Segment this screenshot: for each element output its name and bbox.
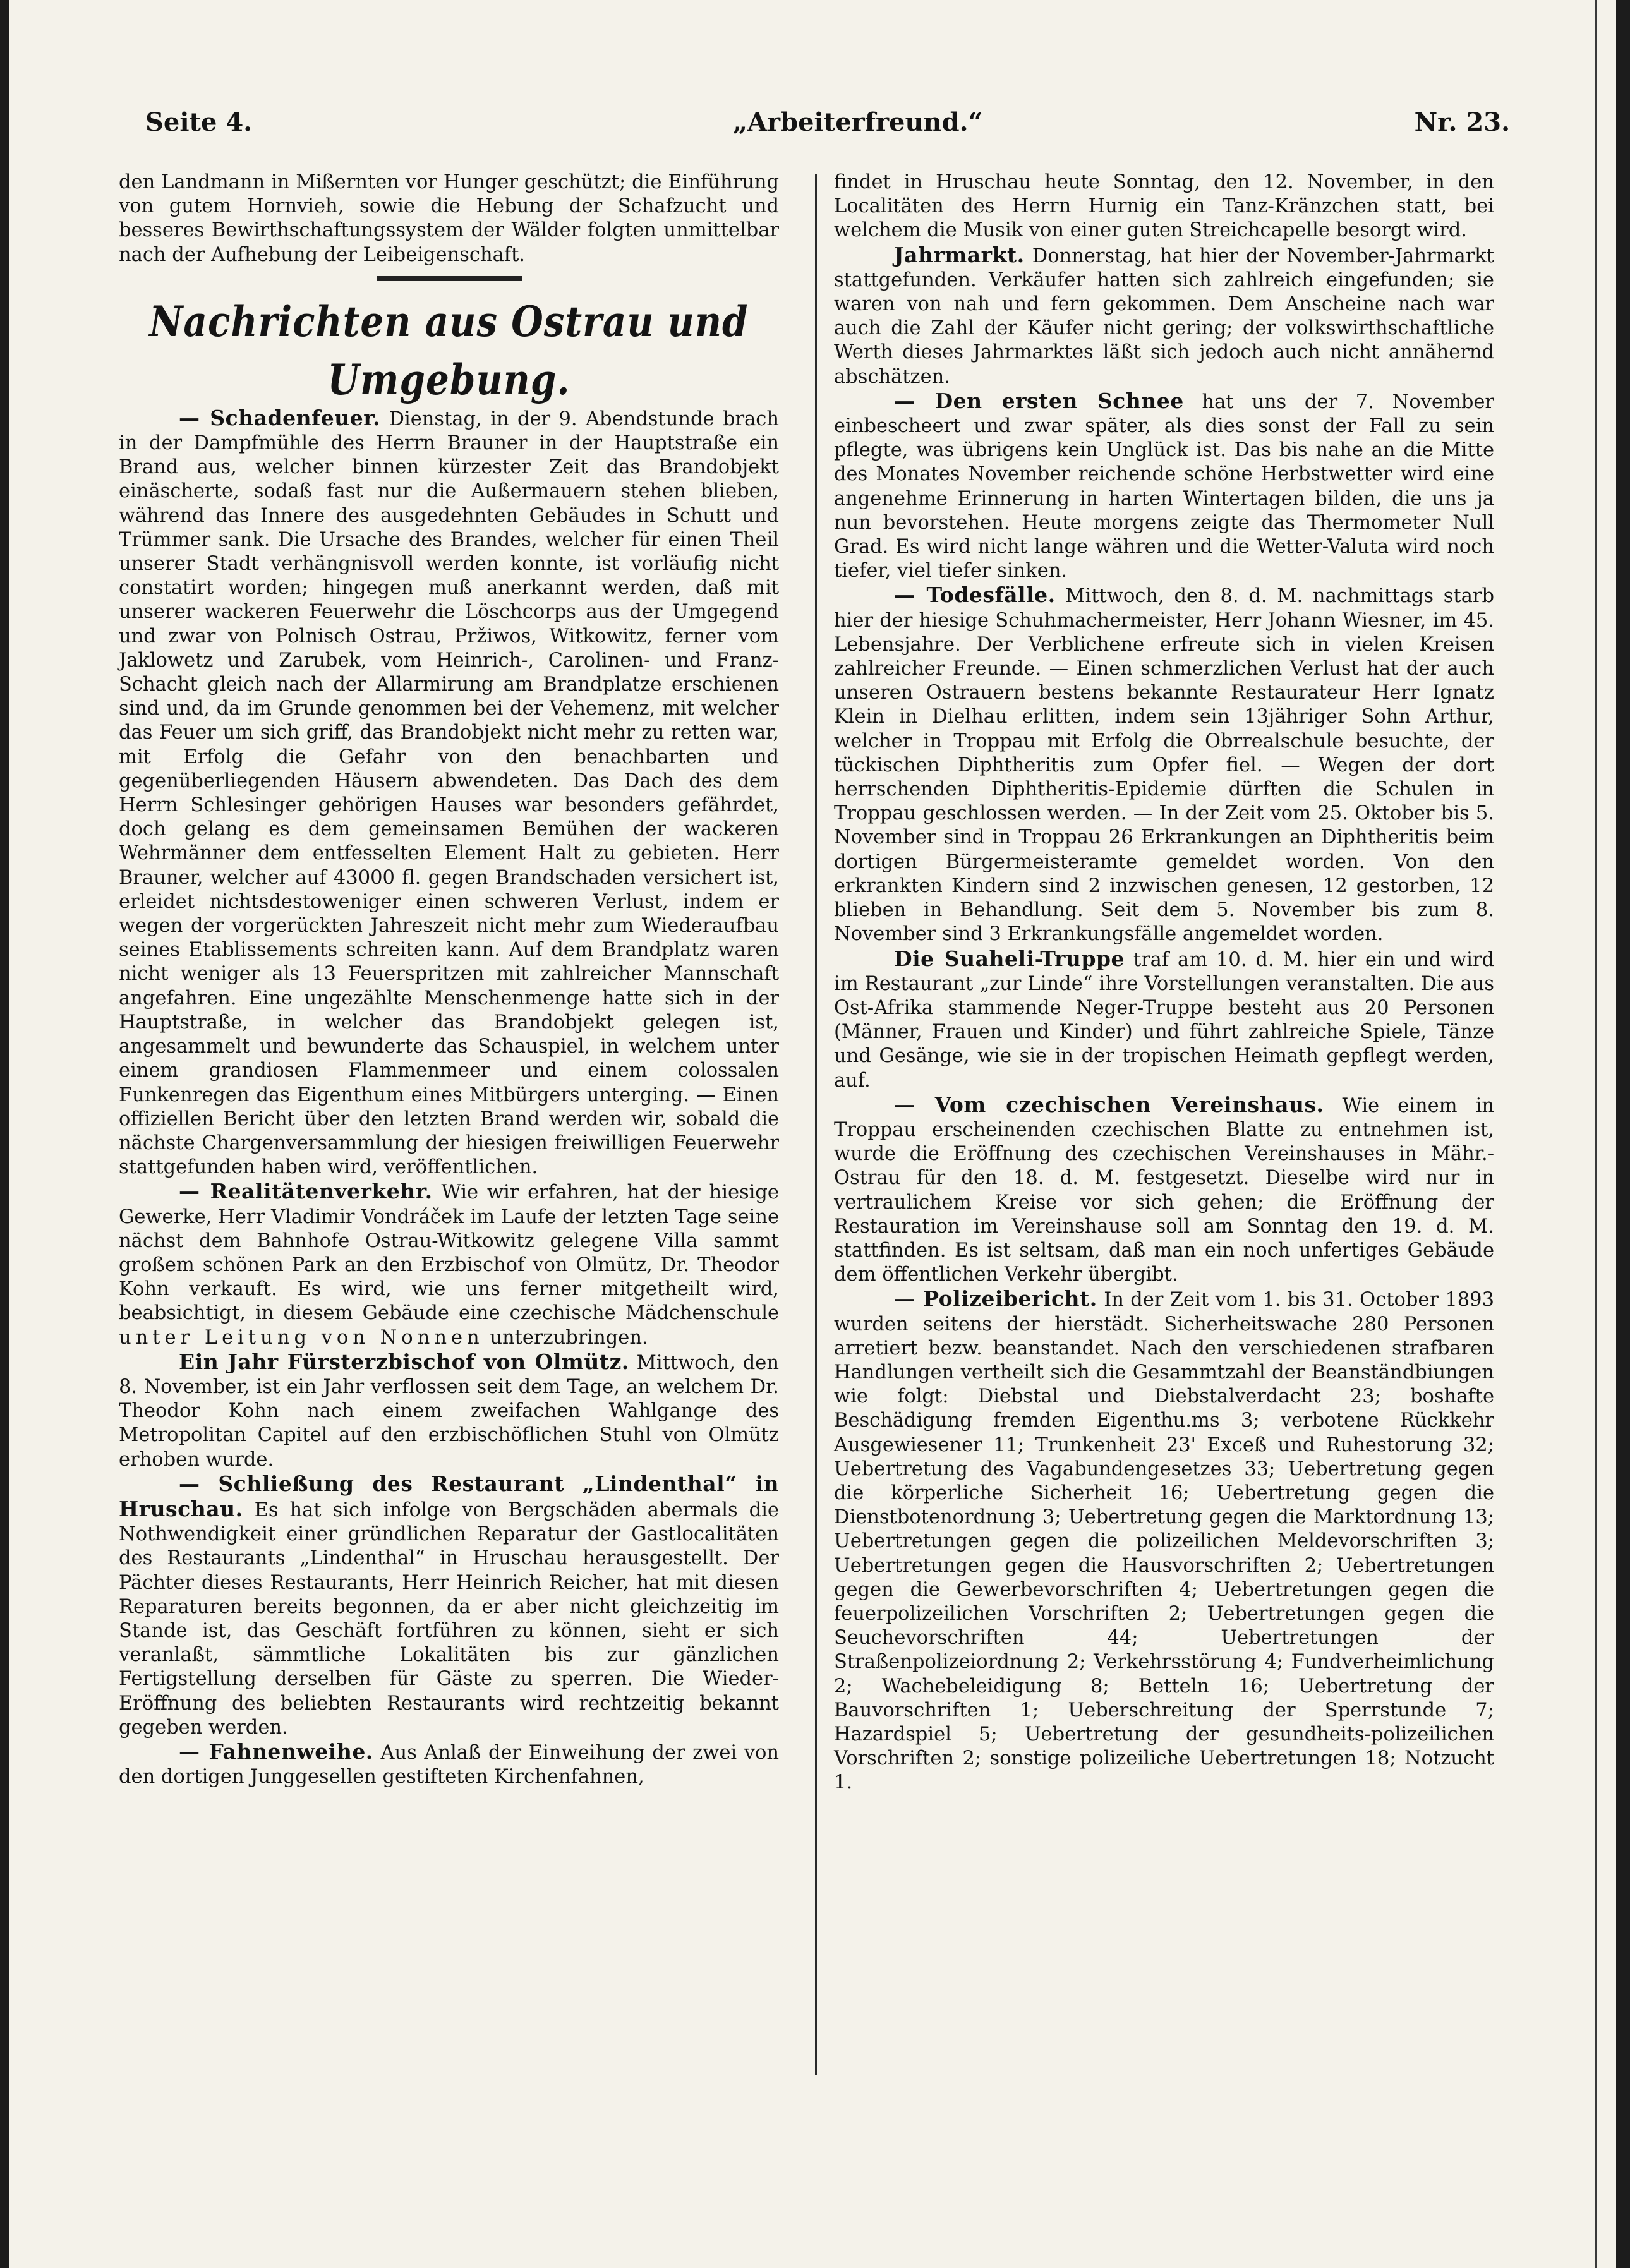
left-column [119,171,779,1789]
article-heading: — Realitätenverkehr. [179,1179,433,1204]
article-flag-consecration [119,1740,779,1789]
article-text-spaced: unter Leitung von Nonnen [119,1326,484,1349]
article-heading: — Schadenfeuer. [179,405,381,430]
newspaper-title: „Arbeiterfreund.“ [733,107,983,137]
article-fire [119,406,779,1180]
article-text: traf am 10. d. M. hier ein und wird im Restaurant „zur Linde“ ihre Vorstellungen veranstalten. Die aus Ost-Afrika stammende Neger-Truppe besteht aus 20 Personen (Männer, Frauen und Kinder) und führt zahlreiche Spiele, Tänze und Gesänge, wie sie in der tropischen Heimath gepflegt werden, auf. [834,948,1494,1092]
continued-paragraph: findet in Hruschau heute Sonntag, den 12. November, in den Localitäten des Herrn Hurnig ein Tanz-Kränzchen statt, bei welchem die Musik von einer guten Streichcapelle besorgt wird. [834,171,1494,242]
article-heading: — Vom czechischen Vereinshaus. [894,1092,1324,1117]
page-number: Seite 4. [145,107,253,137]
section-title: Nachrichten aus Ostrau und Umgebung. [149,296,749,404]
article-text: Dienstag, in der 9. Abendstunde brach in der Dampfmühle des Herrn Brauner in der Hauptstraße ein Brand aus, welcher binnen kürzester Zeit das Brandobjekt einäscherte, sodaß fast nur die Außermauern stehen blieben, während das Innere des ausgedehnten Gebäudes in Schutt und Trümmer sank. Die Ursache des Brandes, welcher für einen Theil unserer Stadt verhängnisvoll werden konnte, ist vorläufig nicht constatirt worden; hingegen muß anerkannt werden, daß mit unserer wackeren Feuerwehr die Löschcorps aus der Umgegend und zwar von Polnisch Ostrau, Pržiwos, Witkowitz, ferner vom Jaklowetz und Zarubek, vom Heinrich-, Carolinen- und Franz-Schacht gleich nach der Allarmirung am Brandplatze erschienen sind und, da im Grunde genommen bei der Vehemenz, mit welcher das Feuer um sich griff, das Brandobjekt nicht mehr zu retten war, mit Erfolg die Gefahr von den benachbarten und gegenüberliegenden Häusern abwendeten. Das Dach des dem Herrn Schlesinger gehörigen Hauses war besonders gefährdet, doch gelang es dem gemeinsamen Bemühen der wackeren Wehrmänner dem entfesselten Element Halt zu gebieten. Herr Brauner, welcher auf 43000 fl. gegen Brandschaden versichert ist, erleidet nichtsdestoweniger einen schweren Verlust, indem er wegen der vorgerückten Jahreszeit nicht mehr zum Wiederaufbau seines Etablissements schreiten kann. Auf dem Brandplatz waren nicht weniger als 13 Feuerspritzen mit zahlreicher Mannschaft angefahren. Eine ungezählte Menschenmenge hatte sich in der Hauptstraße, in welcher das Brandobjekt gelegen ist, angesammelt und bewunderte das Schauspiel, in welchem unter einem grandiosen Flammenmeer und einem colossalen Funkenregen das Eigenthum eines Mitbürgers unterging. — Einen offiziellen Bericht über den letzten Brand werden wir, sobald die nächste Chargenversammlung der hiesigen freiwilligen Feuerwehr stattgefunden haben wird, veröffentlichen. [119,407,779,1179]
article-text: Aus Anlaß der Einweihung der zwei von den dortigen Junggesellen gestifteten Kirchenfahnen, [119,1741,779,1788]
article-fair [834,243,1494,389]
right-column [834,171,1494,1795]
article-deaths [834,583,1494,946]
scan-border-left [0,0,9,2268]
article-text: Wie wir erfahren, hat der hiesige Gewerke, Herr Vladimir Vondráček im Laufe der letzten Tage seine nächst dem Bahnhofe Ostrau-Witkowitz gelegene Villa sammt großem schönen Park an den Erzbischof von Olmütz, Dr. Theodor Kohn verkauft. Es wird, wie uns ferner mitgetheilt wird, beabsichtigt, in diesem Gebäude eine czechische Mädchenschule [119,1181,779,1325]
article-heading: — Todesfälle. [894,582,1056,608]
separator-rule [377,276,522,281]
article-real-estate [119,1179,779,1349]
article-heading: — Fahnenweihe. [179,1739,373,1764]
page-header [145,107,1510,152]
column-divider [815,174,817,2075]
article-text: Wie einem in Troppau erscheinenden czechischen Blatte zu entnehmen ist, wurde die Eröffnung des czechischen Vereinshauses in Mähr.-Ostrau für den 18. d. M. festgesetzt. Dieselbe wird nur in vertraulichem Kreise vor sich gehen; die Eröffnung der Restauration im Vereinshause soll am Sonntag den 19. d. M. stattfinden. Es ist seltsam, daß man ein noch unfertiges Gebäude dem öffentlichen Verkehr übergibt. [834,1094,1494,1286]
article-heading: — Den ersten Schnee [894,388,1184,413]
article-text: Donnerstag, hat hier der November-Jahrmarkt stattgefunden. Verkäufer hatten sich zahlreich eingefunden; sie waren von nah und fern gekommen. Dem Anscheine nach war auch die Zahl der Käufer nicht gering; der volkswirthschaftliche Werth dieses Jahrmarktes läßt sich jedoch auch nicht annähernd abschätzen. [834,244,1495,388]
article-archbishop [119,1350,779,1472]
scan-border-right [1616,0,1630,2268]
article-czech-club-house [834,1093,1494,1288]
article-police-report [834,1287,1494,1795]
article-heading: Ein Jahr Fürsterzbischof von Olmütz. [179,1349,629,1374]
article-text: Es hat sich infolge von Bergschäden abermals die Nothwendigkeit einer gründlichen Reparatur der Gastlocalitäten des Restaurants „Lindenthal“ in Hruschau herausgestellt. Der Pächter dieses Restaurants, Herr Heinrich Reicher, hat mit diesen Reparaturen bereits begonnen, da er aber nicht gleichzeitig im Stande ist, das Geschäft fortführen zu können, sieht er sich veranlaßt, sämmtliche Lokalitäten bis zur gänzlichen Fertigstellung derselben für Gäste zu sperren. Die Wieder-Eröffnung des beliebten Restaurants wird rechtzeitig bekannt gegeben werden. [119,1499,779,1739]
article-heading: — Polizeibericht. [894,1286,1097,1312]
article-text: hat uns der 7. November einbescheert und zwar später, als dies sonst der Fall zu sein pflegte, was übrigens kein Unglück ist. Das bis nahe an die Mitte des Monates November reichende schöne Herbstwetter wird eine angenehme Erinnerung in harten Wintertagen bilden, die uns ja nun bevorstehen. Heute morgens zeigte das Thermometer Null Grad. Es wird nicht lange währen und die Wetter-Valuta wird noch tiefer, viel tiefer sinken. [834,390,1494,582]
article-text: Mittwoch, den 8. November, ist ein Jahr verflossen seit dem Tage, an welchem Dr. Theodor Kohn nach einem zweifachen Wahlgange des Metropolitan Capitel auf den erzbischöflichen Stuhl von Olmütz erhoben wurde. [119,1351,779,1471]
scan-edge-line [1595,0,1597,2268]
article-text: Mittwoch, den 8. d. M. nachmittags starb hier der hiesige Schuhmachermeister, Herr Johann Wiesner, im 45. Lebensjahre. Der Verblichene erfreute sich in vielen Kreisen zahlreicher Freunde. — Einen schmerzlichen Verlust hat der auch unseren Ostrauern bestens bekannte Restaurateur Herr Ignatz Klein in Dielhau erlitten, indem sein 13jähriger Sohn Arthur, welcher in Troppau mit Erfolg die Obrrealschule besuchte, der tückischen Diphtheritis zum Opfer fiel. — Wegen der dort herrschenden Diphtheritis-Epidemie dürften die Schulen in Troppau geschlossen werden. — In der Zeit vom 25. Oktober bis 5. November sind in Troppau 26 Erkrankungen an Diphtheritis beim dortigen Bürgermeisteramte gemeldet worden. Von den erkrankten Kindern sind 2 inzwischen genesen, 12 gestorben, 12 blieben in Behandlung. Seit dem 5. November bis zum 8. November sind 3 Erkrankungsfälle angemeldet worden. [834,585,1494,946]
continued-paragraph: den Landmann in Mißernten vor Hunger geschützt; die Einführung von gutem Hornvieh, sowie die Hebung der Schafzucht und besseres Bewirthschaftungssystem der Wälder folgten unmittelbar nach der Aufhebung der Leibeigenschaft. [119,171,779,266]
article-suaheli-troupe [834,947,1494,1093]
issue-number: Nr. 23. [1414,107,1510,137]
article-heading: Die Suaheli-Truppe [894,946,1125,971]
article-heading: Jahrmarkt. [894,242,1025,267]
article-text: unterzubringen. [490,1326,648,1349]
article-first-snow [834,389,1494,584]
article-text: In der Zeit vom 1. bis 31. October 1893 wurden seitens der hierstädt. Sicherheitswache 280 Personen arretiert bezw. beanstandet. Nach den verschiedenen strafbaren Handlungen vertheilt sich die Gesammtzahl der Beanständbiungen wie folgt: Diebstal und Diebstalverdacht 23; boshafte Beschädigung fremden Eigenthu.ms 3; verbotene Rückkehr Ausgewiesener 11; Trunkenheit 23' Exceß und Ruhestorung 32; Uebertretung des Vagabundengesetzes 33; Uebertretung gegen die körperliche Sicherheit 16; Uebertretung gegen die Dienstbotenordnung 3; Uebertretung gegen die Marktordnung 13; Uebertretungen gegen die polizeilichen Meldevorschriften 3; Uebertretungen gegen die Hausvorschriften 2; Uebertretungen gegen die Gewerbevorschriften 4; Uebertretungen gegen die feuerpolizeilichen Vorschriften 2; Uebertretungen gegen die Seuchevorschriften 44; Uebertretungen der Straßenpolizeiordnung 2; Verkehrsstörung 4; Fundverheimlichung 2; Wachebeleidigung 8; Betteln 16; Uebertretung der Bauvorschriften 1; Ueberschreitung der Sperrstunde 7; Hazardspiel 5; Uebertretung der gesundheits-polizeilichen Vorschriften 2; sonstige polizeiliche Uebertretungen 18; Notzucht 1. [834,1289,1494,1794]
article-restaurant-closure [119,1472,779,1740]
article-heading: — Schließung des Restaurant „Lindenthal“ in Hruschau. [119,1471,779,1521]
